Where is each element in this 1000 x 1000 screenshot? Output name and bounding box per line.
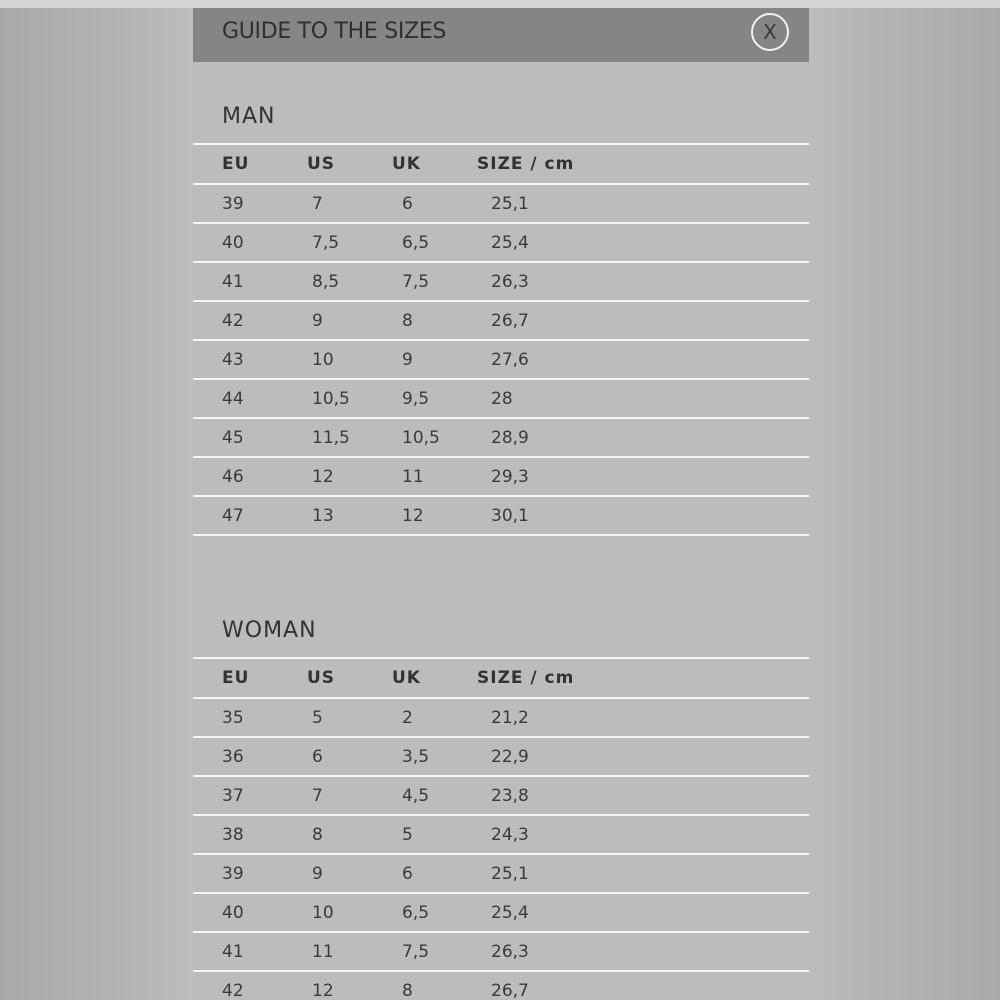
table-row bbox=[193, 302, 809, 341]
cell-size-cm: 25,1 bbox=[491, 193, 529, 214]
table-row bbox=[193, 894, 809, 933]
man-section-title: MAN bbox=[222, 104, 276, 129]
table-row bbox=[193, 224, 809, 263]
cell-uk: 9 bbox=[402, 349, 413, 370]
table-row bbox=[193, 458, 809, 497]
cell-us: 11 bbox=[312, 941, 334, 962]
cell-size-cm: 22,9 bbox=[491, 746, 529, 767]
cell-eu: 42 bbox=[222, 310, 244, 331]
table-row bbox=[193, 777, 809, 816]
cell-eu: 41 bbox=[222, 271, 244, 292]
cell-size-cm: 26,3 bbox=[491, 941, 529, 962]
cell-us: 10,5 bbox=[312, 388, 350, 409]
woman-table-header bbox=[193, 657, 809, 699]
cell-size-cm: 26,3 bbox=[491, 271, 529, 292]
modal-title: GUIDE TO THE SIZES bbox=[222, 19, 447, 44]
cell-us: 7,5 bbox=[312, 232, 340, 253]
cell-uk: 12 bbox=[402, 505, 424, 526]
cell-eu: 39 bbox=[222, 863, 244, 884]
woman-section-title: WOMAN bbox=[222, 618, 317, 643]
cell-us: 6 bbox=[312, 746, 323, 767]
cell-eu: 41 bbox=[222, 941, 244, 962]
table-row bbox=[193, 263, 809, 302]
man-size-table bbox=[193, 143, 809, 536]
cell-eu: 36 bbox=[222, 746, 244, 767]
cell-eu: 46 bbox=[222, 466, 244, 487]
cell-size-cm: 25,4 bbox=[491, 902, 529, 923]
table-row bbox=[193, 738, 809, 777]
column-header-us: US bbox=[307, 154, 336, 174]
cell-size-cm: 27,6 bbox=[491, 349, 529, 370]
cell-size-cm: 25,1 bbox=[491, 863, 529, 884]
cell-uk: 3,5 bbox=[402, 746, 430, 767]
cell-uk: 10,5 bbox=[402, 427, 440, 448]
cell-us: 7 bbox=[312, 785, 323, 806]
cell-eu: 37 bbox=[222, 785, 244, 806]
column-header-uk: UK bbox=[392, 668, 421, 688]
backdrop-top bbox=[0, 0, 1000, 8]
cell-uk: 6,5 bbox=[402, 232, 430, 253]
cell-us: 9 bbox=[312, 863, 323, 884]
cell-eu: 43 bbox=[222, 349, 244, 370]
cell-eu: 42 bbox=[222, 980, 244, 1000]
cell-us: 12 bbox=[312, 466, 334, 487]
size-guide-modal bbox=[193, 8, 809, 1000]
column-header-us: US bbox=[307, 668, 336, 688]
cell-eu: 38 bbox=[222, 824, 244, 845]
cell-uk: 6 bbox=[402, 863, 413, 884]
cell-uk: 4,5 bbox=[402, 785, 430, 806]
cell-size-cm: 29,3 bbox=[491, 466, 529, 487]
cell-uk: 8 bbox=[402, 980, 413, 1000]
cell-us: 10 bbox=[312, 902, 334, 923]
table-row bbox=[193, 699, 809, 738]
cell-us: 9 bbox=[312, 310, 323, 331]
cell-size-cm: 24,3 bbox=[491, 824, 529, 845]
cell-size-cm: 21,2 bbox=[491, 707, 529, 728]
cell-size-cm: 23,8 bbox=[491, 785, 529, 806]
table-row bbox=[193, 419, 809, 458]
table-row bbox=[193, 855, 809, 894]
cell-size-cm: 26,7 bbox=[491, 310, 529, 331]
cell-uk: 6,5 bbox=[402, 902, 430, 923]
cell-eu: 35 bbox=[222, 707, 244, 728]
table-row bbox=[193, 497, 809, 536]
column-header-eu: EU bbox=[222, 154, 250, 174]
close-button[interactable]: X bbox=[751, 13, 789, 51]
cell-uk: 9,5 bbox=[402, 388, 430, 409]
table-row bbox=[193, 933, 809, 972]
cell-us: 5 bbox=[312, 707, 323, 728]
cell-uk: 7,5 bbox=[402, 271, 430, 292]
cell-eu: 45 bbox=[222, 427, 244, 448]
cell-eu: 39 bbox=[222, 193, 244, 214]
cell-uk: 11 bbox=[402, 466, 424, 487]
column-header-uk: UK bbox=[392, 154, 421, 174]
cell-uk: 7,5 bbox=[402, 941, 430, 962]
cell-eu: 40 bbox=[222, 902, 244, 923]
cell-us: 13 bbox=[312, 505, 334, 526]
cell-us: 10 bbox=[312, 349, 334, 370]
man-table-header bbox=[193, 143, 809, 185]
cell-size-cm: 28 bbox=[491, 388, 513, 409]
cell-eu: 47 bbox=[222, 505, 244, 526]
cell-uk: 8 bbox=[402, 310, 413, 331]
table-row bbox=[193, 185, 809, 224]
column-header-eu: EU bbox=[222, 668, 250, 688]
cell-us: 7 bbox=[312, 193, 323, 214]
cell-uk: 6 bbox=[402, 193, 413, 214]
cell-size-cm: 26,7 bbox=[491, 980, 529, 1000]
cell-us: 11,5 bbox=[312, 427, 350, 448]
cell-size-cm: 25,4 bbox=[491, 232, 529, 253]
table-row bbox=[193, 972, 809, 1000]
man-table-body bbox=[193, 185, 809, 536]
table-row bbox=[193, 380, 809, 419]
cell-us: 8,5 bbox=[312, 271, 340, 292]
woman-size-table bbox=[193, 657, 809, 1000]
cell-eu: 44 bbox=[222, 388, 244, 409]
table-row bbox=[193, 816, 809, 855]
cell-uk: 2 bbox=[402, 707, 413, 728]
cell-size-cm: 28,9 bbox=[491, 427, 529, 448]
cell-us: 8 bbox=[312, 824, 323, 845]
cell-size-cm: 30,1 bbox=[491, 505, 529, 526]
column-header-size-cm: SIZE / cm bbox=[477, 668, 575, 688]
table-row bbox=[193, 341, 809, 380]
cell-uk: 5 bbox=[402, 824, 413, 845]
modal-header bbox=[193, 8, 809, 62]
column-header-size-cm: SIZE / cm bbox=[477, 154, 575, 174]
cell-eu: 40 bbox=[222, 232, 244, 253]
cell-us: 12 bbox=[312, 980, 334, 1000]
woman-table-body bbox=[193, 699, 809, 1000]
